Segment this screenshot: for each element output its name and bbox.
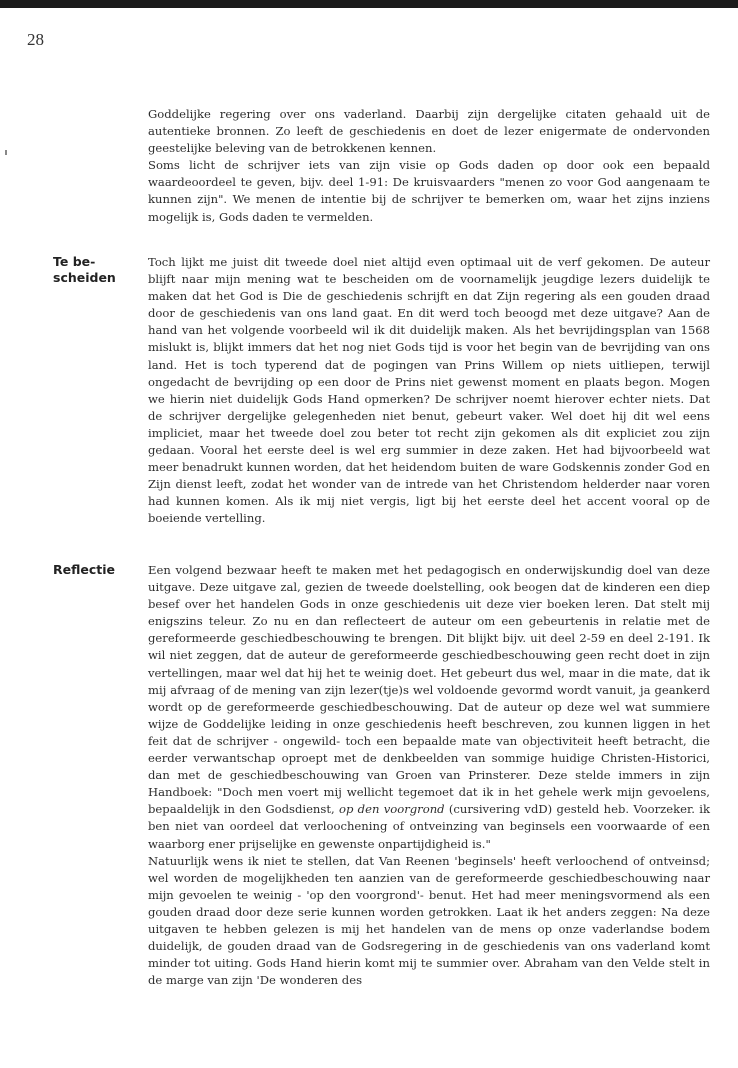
reflectie-paragraph-2: Natuurlijk wens ik niet te stellen, dat Van Reenen 'beginsels' heeft verloochend of ontveinsd; wel worden de mogelijkheden ten aanzien van de gereformeerde geschiedbeschouwing naar mijn gevoelen te weinig - 'op den voorgrond'- benut. Het had meer meningsvormend als een gouden draad door deze serie kunnen worden getrokken. Laat ik het anders zeggen: Na deze uitgaven te hebben gelezen is mij het handelen van de mens op onze vaderlandse bodem duidelijk, de gouden draad van de Godsregering in de geschiedenis van ons vaderland komt minder tot uiting. Gods Hand hierin komt mij te summier over. Abraham van den Velde stelt in de marge van zijn 'De wonderen des (148, 853, 710, 988)
te-bescheiden-paragraph-1: Toch lijkt me juist dit tweede doel niet altijd even optimaal uit de verf gekomen. De auteur blijft naar mijn mening wat te bescheiden om de voornamelijk jeugdige lezers duidelijk te maken dat het God is Die de geschiedenis schrijft en dat Zijn regering als een gouden draad door de geschiedenis van ons land gaat. En dit werd toch beoogd met deze uitgave? Aan de hand van het volgende voorbeeld wil ik dit duidelijk maken. Als het bevrijdingsplan van 1568 mislukt is, blijkt immers dat het nog niet Gods tijd is voor het begin van de bevrijding van ons land. Het is toch typerend dat de pogingen van Prins Willem op niets uitliepen, terwijl ongedacht de bevrijding op een door de Prins niet gewenst moment en plaats begon. Mogen we hierin niet duidelijk Gods Hand opmerken? De schrijver noemt hierover echter niets. Dat de schrijver dergelijke gelegenheden niet benut, gebeurt vaker. Wel doet hij dit wel eens impliciet, maar het tweede doel zou beter tot recht zijn gekomen als dit expliciet zou zijn gedaan. Vooral het eerste deel is wel erg summier in deze zaken. Het had bijvoorbeeld wat meer benadrukt kunnen worden, dat het heidendom buiten de ware Godskennis zonder God en Zijn dienst leeft, zodat het wonder van de intrede van het Christendom helderder naar voren had kunnen komen. Als ik mij niet vergis, ligt bij het eerste deel het accent vooral op de boeiende vertelling. (148, 255, 710, 526)
intro-paragraph-1: Goddelijke regering over ons vaderland. Daarbij zijn dergelijke citaten gehaald uit de autentieke bronnen. Zo leeft de geschiedenis en doet de lezer enigermate de ondervonden geestelijke beleving van de betrokkenen kennen. (148, 107, 710, 156)
side-label-te-bescheiden: Te be- scheiden (53, 254, 116, 285)
intro-paragraph-2: Soms licht de schrijver iets van zijn visie op Gods daden op door ook een bepaald waardeoordeel te geven, bijv. deel 1-91: De kruisvaarders "menen zo voor God aangenaam te kunnen zijn". We menen de intentie bij de schrijver te bemerken om, waar het zijns inziens mogelijk is, Gods daden te vermelden. (148, 158, 710, 224)
margin-mark (5, 150, 7, 155)
intro-body (148, 106, 710, 226)
reflectie-paragraph-1-text-b: (cursivering vdD) gesteld heb. Voorzeker. ik ben niet van oordeel dat verloochening of ontveinzing van beginsels een voorwaarde of een waarborg ener prijselijke en gewenste onpartijdigheid is." (148, 802, 710, 851)
reflectie-paragraph-1 (148, 562, 710, 853)
reflectie-paragraph-1-text-a: Een volgend bezwaar heeft te maken met het pedagogisch en onderwijskundig doel van deze uitgave. Deze uitgave zal, gezien de tweede doelstelling, ook beogen dat de kinderen een diep besef over het handelen Gods in onze geschiedenis uit deze vier boeken leren. Dat stelt mij enigszins teleur. Zo nu en dan reflecteert de auteur om een gebeurtenis in relatie met de gereformeerde geschiedbeschouwing te brengen. Dit blijkt bijv. uit deel 2-59 en deel 2-191. Ik wil niet zeggen, dat de auteur de gereformeerde geschiedbeschouwing geen recht doet in zijn vertellingen, maar wel dat hij het te weinig doet. Het gebeurt dus wel, maar in die mate, dat ik mij afvraag of de mening van zijn lezer(tje)s wel voldoende gevormd wordt vanuit, ja geankerd wordt op de gereformeerde geschiedbeschouwing. Dat de auteur op deze wel wat summiere wijze de Goddelijke leiding in onze geschiedenis heeft beschreven, zou kunnen liggen in het feit dat de schrijver - ongewild- toch een bepaalde mate van objectiviteit heeft betracht, die eerder verwantschap oproept met de denkbeelden van sommige huidige Christen-Historici, dan met de geschiedbeschouwing van Groen van Prinsterer. Deze stelde immers in zijn Handboek: "Doch men voert mij wellicht tegemoet dat ik in het gehele werk mijn gevoelens, bepaaldelijk in den Godsdienst, (148, 563, 710, 817)
page-number: 28 (27, 30, 44, 49)
reflectie-body (148, 562, 710, 989)
te-bescheiden-body (148, 254, 710, 528)
page-top-border (0, 0, 738, 8)
side-label-reflectie: Reflectie (53, 562, 115, 577)
emphasis-op-den-voorgrond: op den voorgrond (338, 802, 445, 817)
